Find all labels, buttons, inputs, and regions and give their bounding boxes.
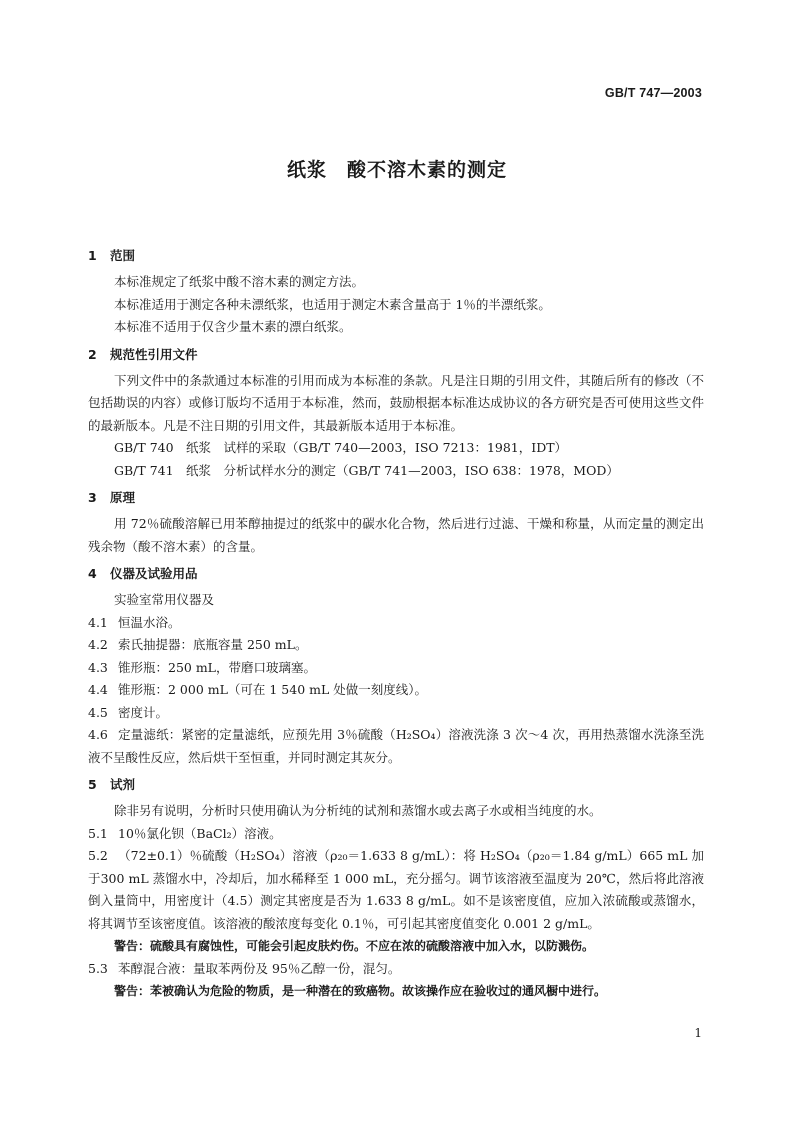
section-number: 4 bbox=[88, 566, 97, 581]
clause-number: 4.5 bbox=[88, 704, 108, 720]
clause-item bbox=[88, 724, 704, 769]
clause-text: 恒温水浴。 bbox=[118, 614, 181, 630]
clause-number: 4.3 bbox=[88, 659, 108, 675]
clause-item bbox=[88, 845, 704, 935]
paragraph: 下列文件中的条款通过本标准的引用而成为本标准的条款。凡是注日期的引用文件，其随后所有的修改（不包括勘误的内容）或修订版均不适用于本标准，然而，鼓励根据本标准达成协议的各方研究是否可使用这些文件的最新版本。凡是不注日期的引用文件，其最新版本适用于本标准。 bbox=[88, 372, 704, 433]
clause-number: 4.6 bbox=[88, 727, 108, 742]
section-number: 2 bbox=[88, 346, 97, 362]
section-heading-apparatus bbox=[88, 563, 704, 585]
paragraph: 本标准不适用于仅含少量木素的漂白纸浆。 bbox=[114, 319, 352, 334]
clause-text: 锥形瓶：2 000 mL（可在 1 540 mL 处做一刻度线）。 bbox=[118, 682, 428, 697]
section-heading-scope bbox=[88, 245, 704, 267]
clause-text: 定量滤纸：紧密的定量滤纸，应预先用 3％硫酸（H₂SO₄）溶液洗涤 3 次～4 次，再用热蒸馏水洗涤至洗液不呈酸性反应，然后烘干至恒重，并同时测定其灰分。 bbox=[88, 727, 704, 765]
section-title: 原理 bbox=[110, 490, 136, 505]
clause-item bbox=[88, 612, 704, 635]
paragraph: 本标准适用于测定各种未漂纸浆，也适用于测定木素含量高于 1％的半漂纸浆。 bbox=[114, 296, 551, 312]
clause-item bbox=[88, 679, 704, 702]
clause-item bbox=[88, 958, 704, 981]
document-body bbox=[88, 240, 704, 1003]
reference-item: GB/T 740 纸浆 试样的采取（GB/T 740—2003，ISO 7213：1981，IDT） bbox=[114, 440, 568, 455]
clause-item bbox=[88, 634, 704, 657]
warning-note: 警告：硫酸具有腐蚀性，可能会引起皮肤灼伤。不应在浓的硫酸溶液中加入水，以防溅伤。 bbox=[114, 939, 595, 953]
section-number: 3 bbox=[88, 490, 97, 505]
warning-note: 警告：苯被确认为危险的物质，是一种潜在的致癌物。故该操作应在验收过的通风橱中进行。 bbox=[114, 984, 607, 998]
section-title: 范围 bbox=[110, 248, 136, 263]
paragraph: 用 72％硫酸溶解已用苯醇抽提过的纸浆中的碳水化合物，然后进行过滤、干燥和称量，从而定量的测定出残余物（酸不溶木素）的含量。 bbox=[88, 516, 704, 554]
section-title: 规范性引用文件 bbox=[110, 346, 198, 362]
clause-text: 10％氯化钡（BaCl₂）溶液。 bbox=[118, 825, 282, 841]
section-heading-principle bbox=[88, 487, 704, 509]
section-heading-reagents bbox=[88, 774, 704, 796]
clause-text: 锥形瓶：250 mL，带磨口玻璃塞。 bbox=[118, 659, 316, 675]
document-title: 纸浆 酸不溶木素的测定 bbox=[286, 159, 507, 181]
standard-code: GB/T 747—2003 bbox=[604, 86, 702, 100]
paragraph: 本标准规定了纸浆中酸不溶木素的测定方法。 bbox=[114, 274, 365, 289]
reference-item: GB/T 741 纸浆 分析试样水分的测定（GB/T 741—2003，ISO 638：1978，MOD） bbox=[114, 462, 619, 478]
paragraph: 除非另有说明，分析时只使用确认为分析纯的试剂和蒸馏水或去离子水或相当纯度的水。 bbox=[114, 803, 602, 818]
clause-number: 5.2 bbox=[88, 848, 108, 863]
clause-text: 苯醇混合液：量取苯两份及 95％乙醇一份，混匀。 bbox=[118, 960, 401, 976]
section-heading-normative-references bbox=[88, 344, 704, 366]
clause-number: 4.1 bbox=[88, 614, 108, 630]
section-number: 1 bbox=[88, 248, 97, 263]
section-title: 仪器及试验用品 bbox=[110, 566, 198, 581]
page-number: 1 bbox=[694, 1026, 702, 1040]
section-number: 5 bbox=[88, 777, 97, 792]
clause-item bbox=[88, 823, 704, 846]
section-title: 试剂 bbox=[110, 777, 136, 792]
clause-number: 4.4 bbox=[88, 682, 108, 697]
clause-text: 索氏抽提器：底瓶容量 250 mL。 bbox=[118, 637, 308, 652]
paragraph: 实验室常用仪器及 bbox=[114, 592, 215, 607]
clause-number: 5.3 bbox=[88, 960, 108, 976]
clause-text: （72±0.1）％硫酸（H₂SO₄）溶液（ρ₂₀＝1.633 8 g/mL）：将 H₂SO₄（ρ₂₀＝1.84 g/mL）665 mL 加于300 mL 蒸馏水中，冷却后，加水稀释至 1 000 mL，充分摇匀。调节该溶液至温度为 20℃，然后将此溶液倒入量筒中，用密度计（4.5）测定其密度是否为 1.633 8 g/mL。如不是该密度值，应加入浓硫酸或蒸馏水，将其调节至该密度值。该溶液的酸浓度每变化 0.1％，可引起其密度值变化 0.001 2 g/mL。 bbox=[88, 848, 704, 931]
clause-text: 密度计。 bbox=[118, 704, 169, 720]
clause-item bbox=[88, 702, 704, 725]
clause-number: 4.2 bbox=[88, 637, 108, 652]
clause-item bbox=[88, 657, 704, 680]
clause-number: 5.1 bbox=[88, 825, 108, 841]
